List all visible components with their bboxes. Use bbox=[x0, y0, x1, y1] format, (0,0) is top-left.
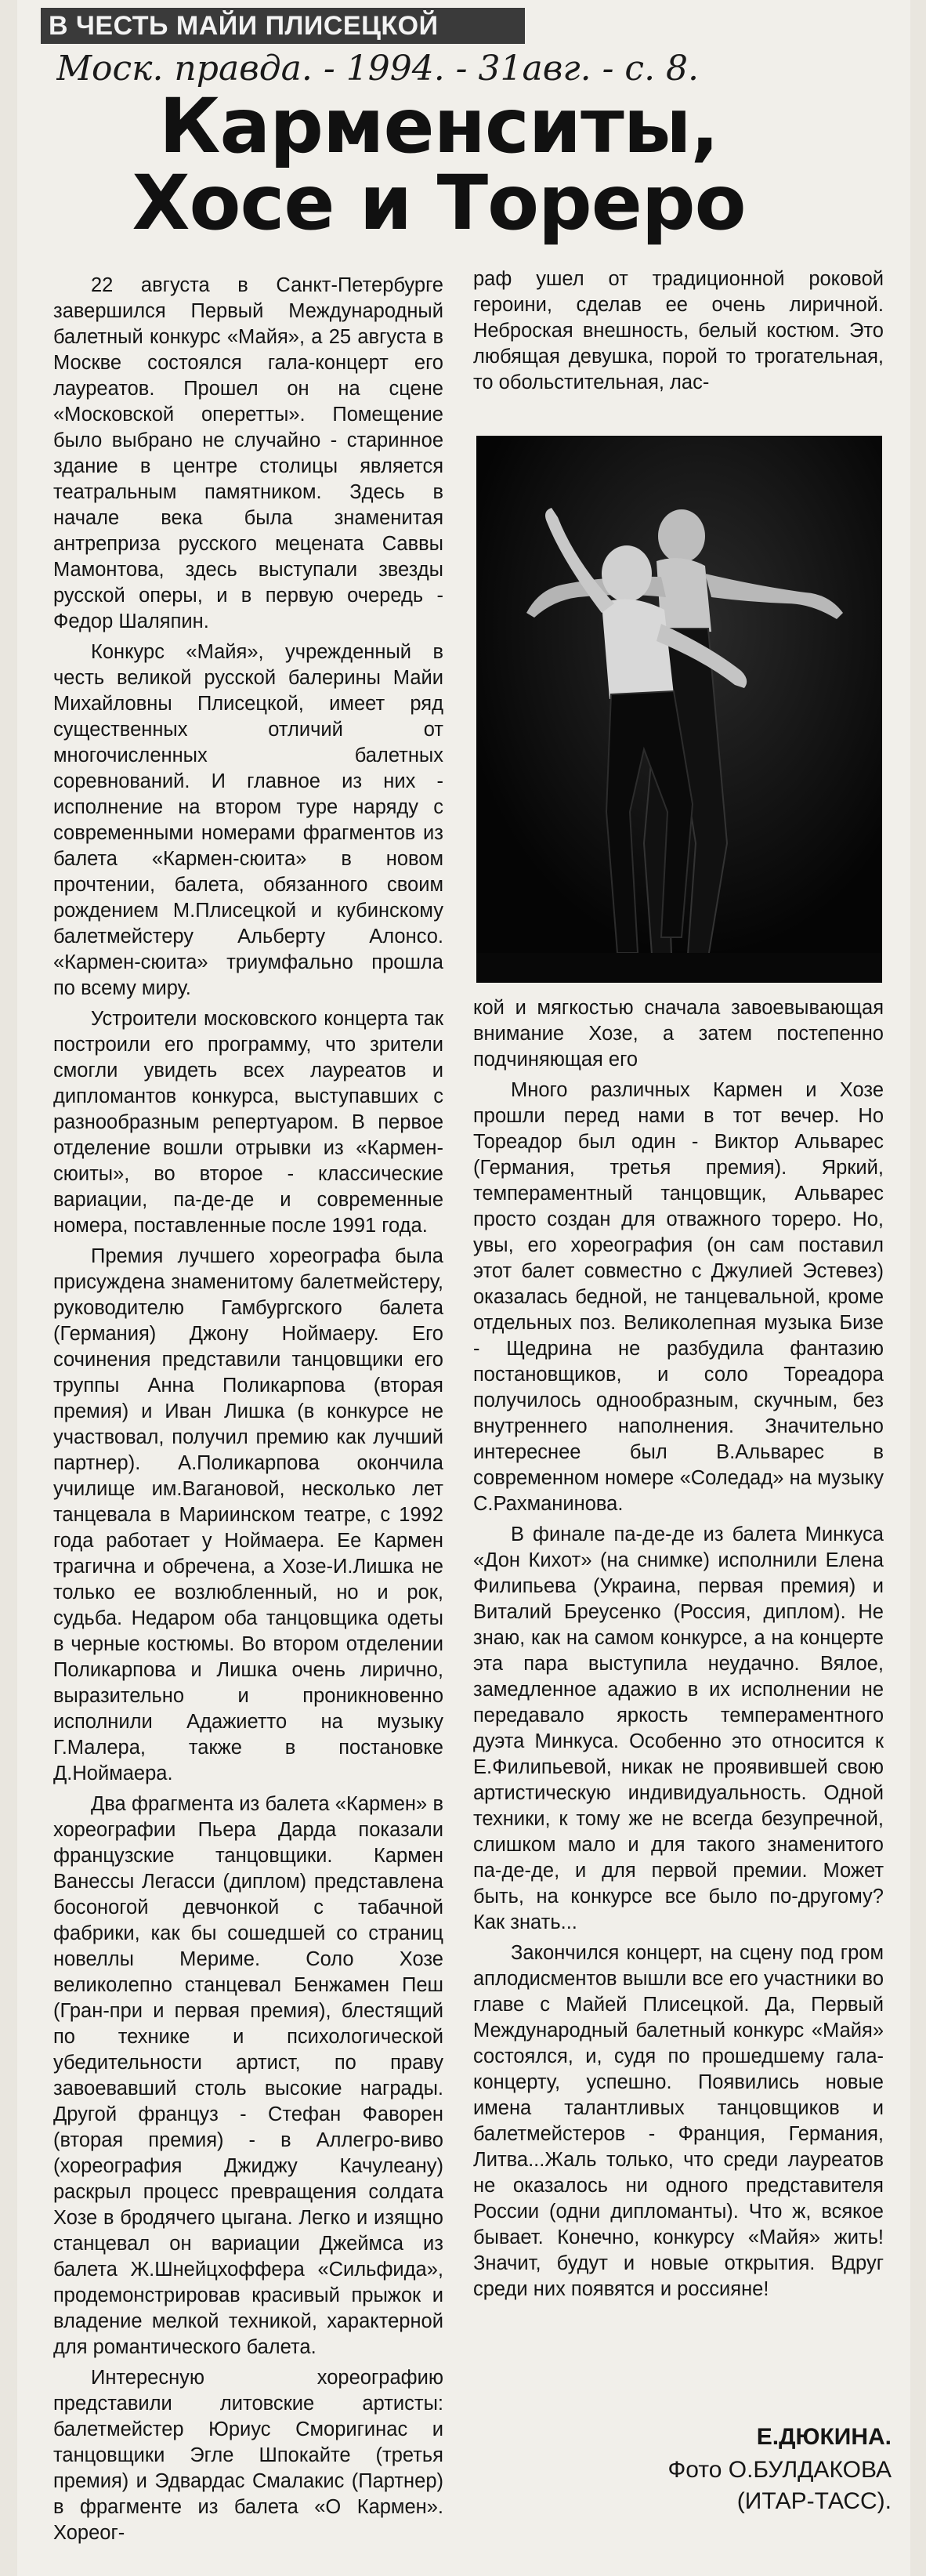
headline-line-1: Карменситы, bbox=[159, 82, 718, 170]
paragraph: кой и мягкостью сначала завоевывающая внимание Хозе, а затем постепенно подчиняющая его bbox=[473, 997, 884, 1071]
paragraph: Закончился концерт, на сцену под гром аплодисментов вышли все его участники во главе с Майей Плисецкой. Да, Первый Международный балетный конкурс «Майя» состоялся, и, судя по прошедшему гала-концерту, успешно. Появились новые имена талантливых танцовщиков и балетмейстеров - Франция, Германия, Литва...Жаль только, что среди лауреатов не оказалось ни одного представителя России (одни дипломанты). Что ж, всякое бывает. Конечно, конкурсу «Майя» жить! Значит, будут и новые открытия. Вдруг среди них появятся и россияне! bbox=[473, 1942, 884, 2300]
photo-credit bbox=[556, 2455, 892, 2517]
headline-line-2: Хосе и Тореро bbox=[132, 159, 746, 247]
article-column-left bbox=[53, 273, 443, 2551]
dancers-photo-illustration bbox=[476, 436, 882, 983]
paragraph: Устроители московского концерта так построили его программу, что зрители смогли увидеть всех лауреатов и дипломантов конкурса, выступавших с разнообразным репертуаром. В первое отделение вошли отрывки из «Кармен-сюиты», во второе - классические вариации, па-де-де и современные номера, поставленные после 1991 года. bbox=[53, 1008, 443, 1237]
ballet-photo bbox=[476, 436, 882, 983]
paragraph: Два фрагмента из балета «Кармен» в хореографии Пьера Дарда показали французские танцовщики. Кармен Ванессы Легасси (диплом) представлена босоногой девчонкой с табачной фабрики, как бы сошедшей со страниц новеллы Мериме. Соло Хозе великолепно станцевал Бенжамен Пеш (Гран-при и первая премия), блестящий по технике и психологической убедительности артист, по праву завоевавший столь высокие награды. Другой француз - Стефан Фаворен (вторая премия) - в Аллегро-виво (хореография Джиджу Качулеану) раскрыл процесс превращения солдата Хозе в бродячего цыгана. Легко и изящно станцевал он вариации Джеймса из балета Ж.Шнейцхоффера «Сильфида», продемонстрировав красивый прыжок и владение мелкой техникой, характерной для романтического балета. bbox=[53, 1793, 443, 2358]
paragraph: В финале па-де-де из балета Минкуса «Дон Кихот» (на снимке) исполнили Елена Филипьева (Украина, первая премия) и Виталий Бреусенко (Россия, диплом). Не знаю, как на самом конкурсе, а на концерте эта пара выступила неудачно. Вялое, замедленное адажио в их исполнении не передавало яркость темпераментного дуэта Минкуса. Особенно это относится к Е.Филипьевой, никак не проявившей свою артистическую индивидуальность. Одной техники, к тому же не всегда безупречной, слишком мало и для такого знаменитого па-де-де, и для первой премии. Может быть, на конкурсе все было по-другому? Как знать... bbox=[473, 1523, 884, 1933]
author-signature: Е.ДЮКИНА. bbox=[756, 2424, 892, 2450]
rubric-banner: В ЧЕСТЬ МАЙИ ПЛИСЕЦКОЙ bbox=[41, 8, 525, 44]
article-column-right-top bbox=[473, 266, 884, 400]
paragraph: Много различных Кармен и Хозе прошли перед нами в тот вечер. Но Тореадор был один - Виктор Альварес (Германия, третья премия). Яркий, темпераментный танцовщик, Альварес просто создан для отважного тореро. Но, увы, его хореография (он сам поставил этот балет совместно с Джулией Эстевез) оказалась бедной, не танцевальной, кроме отдельных поз. Великолепная музыка Бизе - Щедрина не разбудила фантазию постановщиков, и соло Тореадора получилось однообразным, скучным, без внутреннего наполнения. Значительно интереснее был В.Альварес в современном номере «Соледад» на музыку С.Рахманинова. bbox=[473, 1079, 884, 1515]
photo-credit-line-2: (ИТАР-ТАСС). bbox=[736, 2488, 892, 2514]
paragraph: Премия лучшего хореографа была присуждена знаменитому балетмейстеру, руководителю Гамбургского балета (Германия) Джону Ноймаеру. Его сочинения представили танцовщики его труппы Анна Поликарпова (вторая премия) и Иван Лишка (в конкурсе не участвовал, получил премию как лучший партнер). А.Поликарпова окончила училище им.Вагановой, несколько лет танцевала в Мариинском театре, с 1992 года работает у Ноймаера. Ее Кармен трагична и обречена, а Хозе-И.Лишка не только ее возлюбленный, но и рок, судьба. Недаром оба танцовщика одеты в черные костюмы. Во втором отделении Поликарпова и Лишка очень лирично, выразительно и проникновенно исполнили Адажиетто на музыку Г.Малера, также в постановке Д.Ноймаера. bbox=[53, 1245, 443, 1784]
paragraph: Интересную хореографию представили литовские артисты: балетмейстер Юриус Сморигинас и танцовщики Эгле Шпокайте (третья премия) и Эдвардас Смалакис (Партнер) в фрагменте из балета «О Кармен». Хореог- bbox=[53, 2367, 443, 2544]
paragraph: 22 августа в Санкт-Петербурге завершился Первый Международный балетный конкурс «Майя», а 25 августа в Москве состоялся гала-концерт его лауреатов. Прошел он на сцене «Московской оперетты». Помещение было выбрано не случайно - старинное здание в центре столицы является театральным памятником. Здесь в начале века была знаменитая антреприза русского мецената Саввы Мамонтова, здесь выступали звезды русской оперы, и в первую очередь - Федор Шаляпин. bbox=[53, 274, 443, 632]
photo-credit-line-1: Фото О.БУЛДАКОВА bbox=[667, 2457, 892, 2483]
paragraph: Конкурс «Майя», учрежденный в честь великой русской балерины Майи Михайловны Плисецкой, имеет ряд существенных отличий от многочисленных балетных соревнований. И главное из них - исполнение на втором туре наряду с современными номерами фрагментов из балета «Кармен-сюита» в новом прочтении, балета, обязанного своим рождением М.Плисецкой и кубинскому балетмейстеру Альберту Алонсо. «Кармен-сюита» триумфально прошла по всему миру. bbox=[53, 641, 443, 999]
article-column-right-bottom bbox=[473, 995, 884, 2307]
paragraph: раф ушел от традиционной роковой героини, сделав ее очень лиричной. Неброская внешность, белый костюм. Это любящая девушка, порой то трогательная, то обольстительная, лас- bbox=[473, 268, 884, 393]
handwritten-source-note: Моск. правда. - 1994. - 31авг. - с. 8. bbox=[56, 49, 700, 89]
headline bbox=[47, 82, 830, 247]
